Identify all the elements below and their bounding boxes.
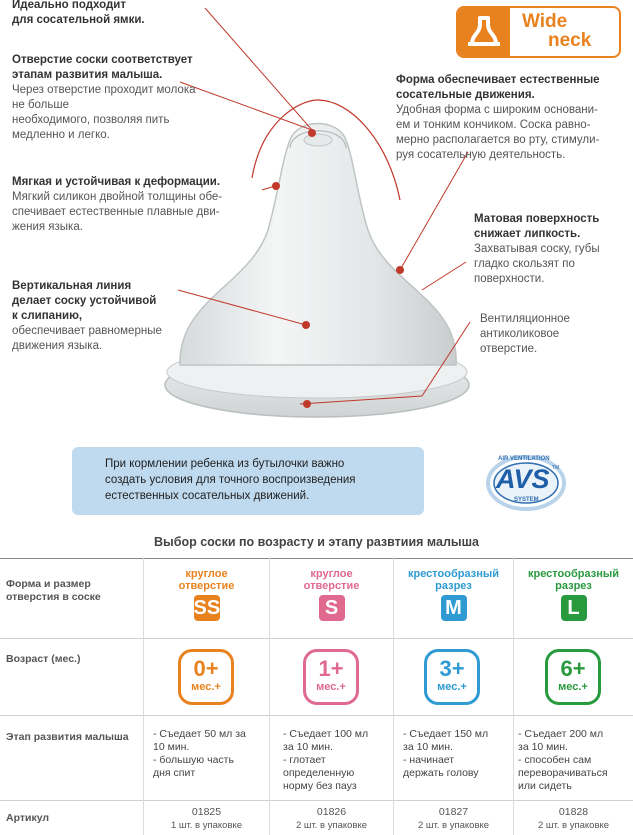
col3-size-badge: M [441, 595, 467, 621]
col4-age-badge [545, 649, 601, 705]
col2-article [270, 806, 393, 832]
feeding-note: При кормлении ребенка из бутылочки важно создать условия для точного воспроизведения естественных сосательных движений. [72, 447, 424, 515]
feature-line-title: Вертикальная линия делает соску устойчивой к слипанию, [12, 280, 157, 322]
row-label-shape: Форма и размер отверстия в соске [6, 578, 101, 603]
pointer-dot [272, 182, 280, 190]
feature-matte-title: Матовая поверхность снижает липкость. [474, 213, 600, 240]
col4-age-unit: мес.+ [558, 681, 588, 693]
nipple-icon [458, 8, 510, 56]
avs-main: AVS [496, 464, 550, 494]
col1-shape [144, 568, 269, 621]
pointer-dot [308, 129, 316, 137]
col3-age: 3+ [439, 656, 465, 681]
feature-fit-title: Идеально подходит для сосательной ямки. [12, 0, 145, 26]
row-divider [0, 638, 633, 639]
feature-hole-body: Через отверстие проходит молока не больше необходимого, позволяя пить медленно и легко. [12, 84, 196, 141]
col2-size-badge: S [319, 595, 345, 621]
col4-article [514, 806, 633, 832]
col2-pack: 2 шт. в упаковке [295, 820, 368, 831]
col2-age-unit: мес.+ [316, 681, 346, 693]
col4-article-num: 01828 [558, 806, 589, 818]
col1-age: 0+ [193, 656, 219, 681]
avs-bottom: SYSTEM [514, 497, 539, 503]
col4-shape-label: крестообразный разрез [527, 568, 620, 592]
avs-top: AIR VENTILATION [498, 456, 550, 462]
col2-shape [270, 568, 393, 621]
col2-age: 1+ [318, 656, 344, 681]
col2-age-badge [303, 649, 359, 705]
col2-stage: - Съедает 100 мл за 10 мин. - глотает определенную норму без пауз [283, 728, 369, 792]
col1-age-unit: мес.+ [191, 681, 221, 693]
table-top-rule [0, 558, 633, 559]
pointer-dot [302, 321, 310, 329]
pointer-dot [396, 266, 404, 274]
feature-soft-body: Мягкий силикон двойной толщины обе- спечивает естественные плавные дви- жения языка. [12, 191, 223, 233]
row-label-age: Возраст (мес.) [6, 653, 81, 665]
feature-soft-title: Мягкая и устойчивая к деформации. [12, 176, 221, 188]
col3-shape [394, 568, 513, 621]
avs-tm: TM [552, 465, 560, 471]
col3-stage: - Съедает 150 мл за 10 мин. - начинает держать голову [403, 728, 489, 779]
logo-line2: neck [548, 30, 592, 51]
col4-size-badge: L [561, 595, 587, 621]
col3-shape-label: крестообразный разрез [407, 568, 500, 592]
col4-shape [514, 568, 633, 621]
row-divider [0, 715, 633, 716]
feature-vent: Вентиляционное антиколиковое отверстие. [480, 313, 570, 355]
col2-shape-label: круглое отверстие [303, 568, 360, 592]
col4-stage: - Съедает 200 мл за 10 мин. - способен сам переворачиваться или сидеть [518, 728, 608, 792]
row-label-article: Артикул [6, 812, 50, 824]
col1-article [144, 806, 269, 832]
feature-shape-title: Форма обеспечивает естественные сосательные движения. [396, 74, 600, 101]
col1-pack: 1 шт. в упаковке [170, 820, 243, 831]
col3-pack: 2 шт. в упаковке [417, 820, 490, 831]
logo-line1: Wide [522, 11, 568, 32]
feature-hole [12, 53, 227, 143]
feature-line [12, 279, 202, 354]
logo-text [522, 12, 591, 50]
col3-age-unit: мес.+ [437, 681, 467, 693]
col1-size-badge: SS [193, 597, 221, 619]
feature-matte [474, 212, 632, 287]
col3-article-num: 01827 [438, 806, 469, 818]
col1-article-num: 01825 [191, 806, 222, 818]
col3-article [394, 806, 513, 832]
col4-pack: 2 шт. в упаковке [537, 820, 610, 831]
col2-article-num: 01826 [316, 806, 347, 818]
col4-age: 6+ [560, 656, 586, 681]
feature-line-body: обеспечивает равномерные движения языка. [12, 325, 162, 352]
feature-soft [12, 175, 262, 235]
pointer-dot [303, 400, 311, 408]
feature-hole-title: Отверстие соски соответствует этапам развития малыша. [12, 54, 193, 81]
feature-shape-body: Удобная форма с широким основани- ем и тонким кончиком. Соска равно- мерно располагается во рту, стимули- руя сосательную деятельность. [396, 104, 600, 161]
col1-shape-label: круглое отверстие [178, 568, 235, 592]
avs-logo [484, 447, 568, 517]
col1-stage: - Съедает 50 мл за 10 мин. - большую часть дня спит [153, 728, 246, 779]
row-label-stage: Этап развития малыша [6, 731, 129, 743]
table-title: Выбор соски по возрасту и этапу развтиия малыша [154, 535, 479, 549]
col1-age-badge [178, 649, 234, 705]
feature-shape [396, 73, 631, 163]
col3-age-badge [424, 649, 480, 705]
wide-neck-logo [456, 6, 621, 58]
feature-matte-body: Захватывая соску, губы гладко скользят по поверхности. [474, 243, 600, 285]
row-divider [0, 800, 633, 801]
